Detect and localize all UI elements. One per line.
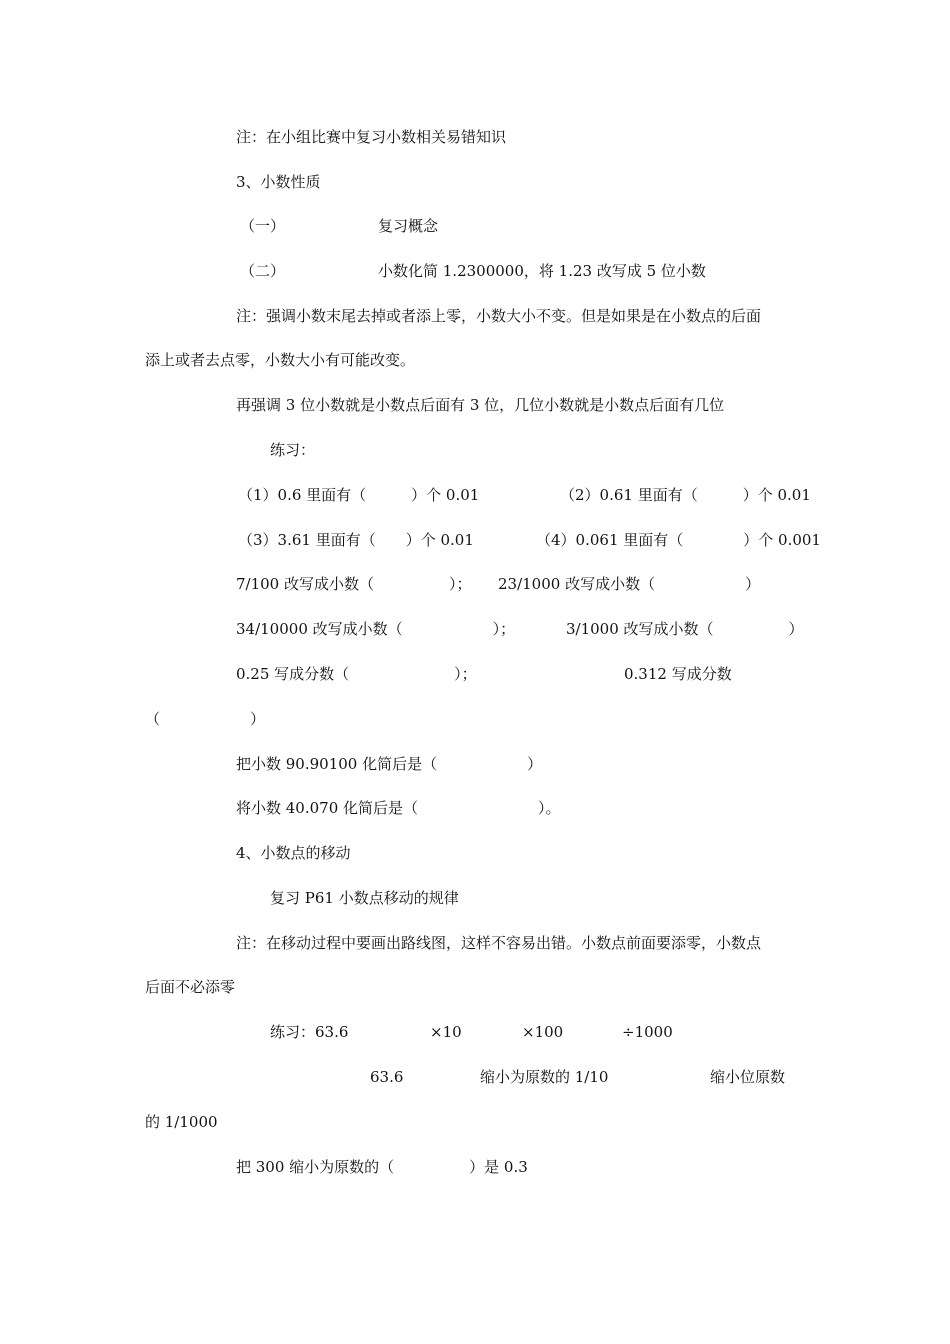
section-heading-3: 3、小数性质	[236, 173, 321, 191]
operation-label: ×100	[522, 1023, 564, 1041]
practice-number: 63.6	[370, 1068, 404, 1086]
question-item: （3）3.61 里面有（ ）个 0.01	[238, 531, 474, 549]
question-item: 23/1000 改写成小数（ ）	[498, 575, 761, 593]
emphasis-line: 再强调 3 位小数就是小数点后面有 3 位，几位小数就是小数点后面有几位	[236, 396, 725, 414]
practice-text: 的 1/1000	[145, 1113, 218, 1131]
question-item: 把 300 缩小为原数的（ ）是 0.3	[236, 1158, 528, 1176]
question-item: （1）0.6 里面有（ ）个 0.01	[238, 486, 480, 504]
question-item: （2）0.61 里面有（ ）个 0.01	[560, 486, 811, 504]
question-item: 7/100 改写成小数（ ）；	[236, 575, 472, 593]
section-heading-4: 4、小数点的移动	[236, 844, 351, 862]
item-text-1: 复习概念	[378, 217, 439, 235]
practice-label: 练习：	[270, 441, 316, 459]
item-text-2: 小数化简 1.2300000，将 1.23 改写成 5 位小数	[378, 262, 706, 280]
item-label-2: （二）	[240, 262, 286, 280]
question-item: （4）0.061 里面有（ ）个 0.001	[536, 531, 821, 549]
practice-line: 练习：63.6	[270, 1023, 349, 1041]
note-line: 后面不必添零	[145, 978, 236, 996]
review-line: 复习 P61 小数点移动的规律	[270, 889, 459, 907]
item-label-1: （一）	[240, 217, 286, 235]
practice-text: 缩小位原数	[710, 1068, 786, 1086]
note-line: 注：在小组比赛中复习小数相关易错知识	[236, 128, 507, 146]
note-line: 添上或者去点零，小数大小有可能改变。	[145, 351, 416, 369]
question-item: 将小数 40.070 化简后是（ ）。	[236, 799, 561, 817]
question-item: 把小数 90.90100 化简后是（ ）	[236, 755, 543, 773]
question-item: （ ）	[145, 710, 266, 728]
question-item: 3/1000 改写成小数（ ）	[566, 620, 804, 638]
note-line: 注：在移动过程中要画出路线图，这样不容易出错。小数点前面要添零，小数点	[236, 934, 762, 952]
note-line: 注：强调小数末尾去掉或者添上零，小数大小不变。但是如果是在小数点的后面	[236, 307, 762, 325]
operation-label: ÷1000	[622, 1023, 673, 1041]
question-item: 0.312 写成分数	[624, 665, 732, 683]
operation-label: ×10	[430, 1023, 462, 1041]
question-item: 34/10000 改写成小数（ ）；	[236, 620, 516, 638]
question-item: 0.25 写成分数（ ）；	[236, 665, 477, 683]
practice-text: 缩小为原数的 1/10	[480, 1068, 609, 1086]
